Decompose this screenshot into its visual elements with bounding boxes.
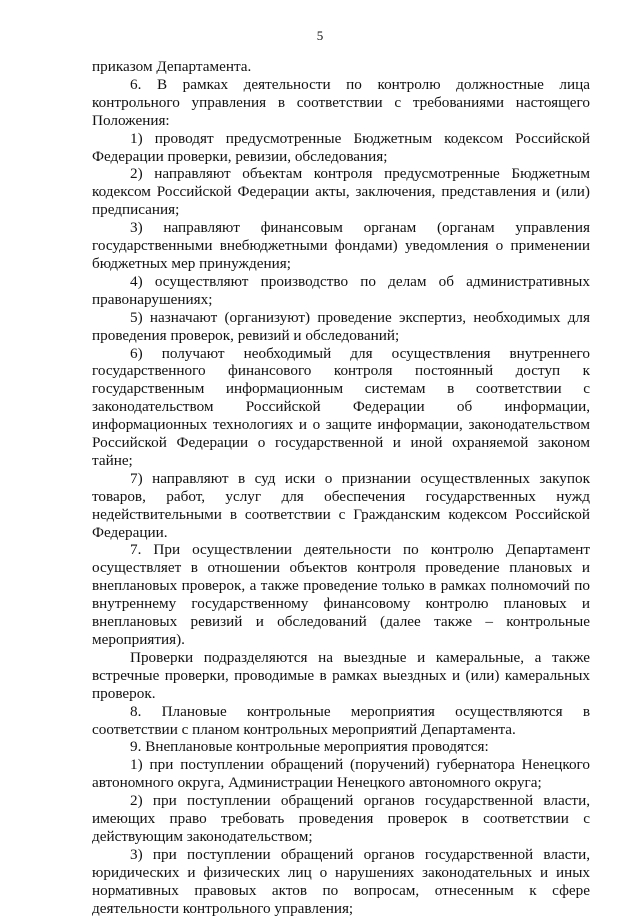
paragraph-item-9: 9. Внеплановые контрольные мероприятия проводятся:	[130, 738, 489, 756]
subitem-9-2: 2) при поступлении обращений органов государственной власти, имеющих право требовать проведения проверок в соответствии с действующим законодательством;	[92, 792, 590, 845]
subitem-9-1: 1) при поступлении обращений (поручений) губернатора Ненецкого автономного округа, Администрации Ненецкого автономного округа;	[92, 756, 590, 792]
subitem-6-6: 6) получают необходимый для осуществления внутреннего государственного финансового контроля постоянный доступ к государственным информационным системам в соответствии с законодательством Российской Федерации об информации, информационных технологиях и о защите информации, законодательством Российской Федерации о государственной и иной охраняемой законом тайне;	[92, 344, 590, 469]
paragraph-item-6: 6. В рамках деятельности по контролю должностные лица контрольного управления в соответствии с требованиями настоящего Положения:	[92, 75, 590, 129]
document-body	[92, 58, 590, 918]
subitem-6-7: 7) направляют в суд иски о признании осуществленных закупок товаров, работ, услуг для обеспечения государственных нужд недействительными в соответствии с Гражданским кодексом Российской Федерации.	[92, 469, 590, 541]
subitem-6-2: 2) направляют объектам контроля предусмотренные Бюджетным кодексом Российской Федерации акты, заключения, представления и (или) предписания;	[92, 165, 590, 219]
subitem-6-5: 5) назначают (организуют) проведение экспертиз, необходимых для проведения проверок, ревизий и обследований;	[92, 308, 590, 344]
subitem-6-3: 3) направляют финансовым органам (органам управления государственными внебюджетными фондами) уведомления о применении бюджетных мер принуждения;	[92, 219, 590, 272]
subitem-6-1: 1) проводят предусмотренные Бюджетным кодексом Российской Федерации проверки, ревизии, обследования;	[92, 129, 590, 165]
page-number: 5	[316, 28, 324, 43]
paragraph-item-8: 8. Плановые контрольные мероприятия осуществляются в соответствии с планом контрольных мероприятий Департамента.	[92, 702, 590, 738]
paragraph-inspections: Проверки подразделяются на выездные и камеральные, а также встречные проверки, проводимые в рамках выездных и (или) камеральных проверок.	[92, 648, 590, 702]
paragraph-continuation: приказом Департамента.	[92, 58, 252, 75]
subitem-9-3: 3) при поступлении обращений органов государственной власти, юридических и физических лиц о нарушениях законодательных и иных нормативных правовых актов по вопросам, отнесенным к сфере деятельности контрольного управления;	[92, 845, 590, 917]
paragraph-item-7: 7. При осуществлении деятельности по контролю Департамент осуществляет в отношении объектов контроля проведение плановых и внеплановых проверок, а также проведение только в рамках полномочий по внутреннему государственному финансовому контролю плановых и внеплановых ревизий и обследований (далее также – контрольные мероприятия).	[92, 541, 590, 648]
subitem-6-4: 4) осуществляют производство по делам об административных правонарушениях;	[92, 272, 590, 308]
